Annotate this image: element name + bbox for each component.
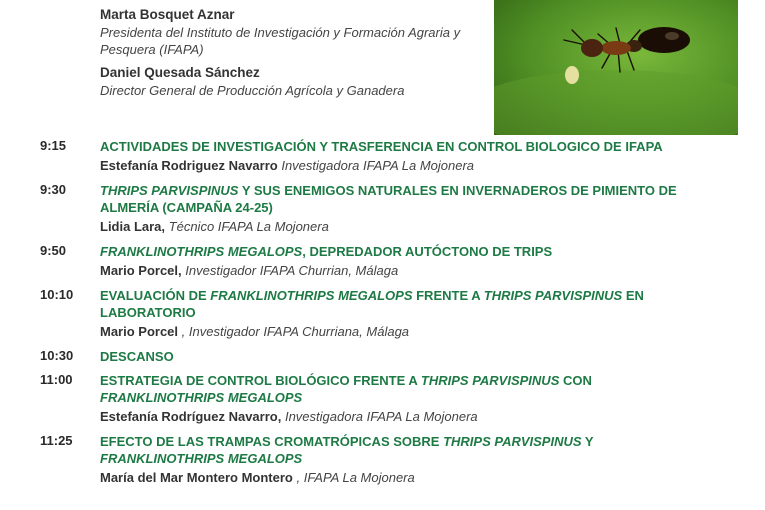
schedule-time: 11:25 [40, 433, 73, 448]
species-name: FRANKLINOTHRIPS MEGALOPS [100, 244, 303, 259]
talk-title [100, 241, 700, 260]
title-text: EVALUACIÓN DE [100, 288, 211, 303]
intro-role: Presidenta del Instituto de Investigación y Formación Agraria y Pesquera (IFAPA) [100, 25, 461, 57]
schedule-item [0, 180, 765, 236]
schedule-item [0, 136, 765, 175]
schedule [0, 136, 765, 492]
schedule-time: 11:00 [40, 372, 73, 387]
speaker-name: Estefanía Rodríguez Navarro, [100, 409, 282, 424]
speaker-affiliation: Investigadora IFAPA La Mojonera [281, 158, 475, 173]
schedule-time: 9:30 [40, 182, 67, 197]
speaker-line [100, 218, 765, 236]
title-text: CON [559, 373, 592, 388]
species-name: FRANKLINOTHRIPS MEGALOPS [100, 390, 303, 405]
speaker-affiliation: , IFAPA La Mojonera [296, 470, 415, 485]
talk-title [100, 285, 700, 321]
speaker-line [100, 469, 765, 487]
speaker-affiliation: , Investigador IFAPA Churriana, Málaga [181, 324, 410, 339]
title-text: FRENTE A [412, 288, 484, 303]
speaker-affiliation: Investigadora IFAPA La Mojonera [284, 409, 478, 424]
schedule-time: 10:30 [40, 348, 74, 363]
speaker-line [100, 408, 765, 426]
speaker-name: Mario Porcel, [100, 263, 182, 278]
title-text: Y SUS ENEMIGOS NATURALES EN INVERNADEROS DE PIMIENTO DE ALMERÍA (CAMPAÑA 24-25) [100, 183, 677, 215]
schedule-item [0, 285, 765, 341]
intro-name: Marta Bosquet Aznar [100, 7, 235, 22]
speaker-name: María del Mar Montero Montero [100, 470, 293, 485]
species-name: THRIPS PARVISPINUS [100, 183, 239, 198]
intro-name: Daniel Quesada Sánchez [100, 65, 260, 80]
ant-photo [494, 0, 738, 135]
title-text: DESCANSO [100, 349, 174, 364]
schedule-time: 9:50 [40, 243, 67, 258]
speaker-affiliation: Técnico IFAPA La Mojonera [168, 219, 329, 234]
schedule-time: 9:15 [40, 138, 67, 153]
intro-role: Director General de Producción Agrícola y Ganadera [100, 83, 405, 98]
speaker-line [100, 157, 765, 175]
speaker-line [100, 323, 765, 341]
talk-title [100, 431, 700, 467]
title-text: ESTRATEGIA DE CONTROL BIOLÓGICO FRENTE A [100, 373, 421, 388]
schedule-item [0, 370, 765, 426]
speaker-affiliation: Investigador IFAPA Churrian, Málaga [185, 263, 399, 278]
schedule-item [0, 346, 765, 365]
title-text: ACTIVIDADES DE INVESTIGACIÓN Y TRASFERENCIA EN CONTROL BIOLOGICO DE IFAPA [100, 139, 663, 154]
talk-title [100, 370, 700, 406]
speaker-name: Mario Porcel [100, 324, 179, 339]
species-name: THRIPS PARVISPINUS [483, 288, 623, 303]
species-name: FRANKLINOTHRIPS MEGALOPS [100, 451, 303, 466]
species-name: THRIPS PARVISPINUS [420, 373, 560, 388]
title-text: EFECTO DE LAS TRAMPAS CROMATRÓPICAS SOBRE [100, 434, 444, 449]
speaker-name: Lidia Lara, [100, 219, 166, 234]
species-name: FRANKLINOTHRIPS MEGALOPS [210, 288, 413, 303]
title-text: , DEPREDADOR AUTÓCTONO DE TRIPS [302, 244, 553, 259]
talk-title [100, 136, 700, 155]
title-text: Y [581, 434, 594, 449]
species-name: THRIPS PARVISPINUS [443, 434, 582, 449]
schedule-item [0, 241, 765, 280]
ant-illustration [494, 0, 738, 135]
talk-title [100, 180, 700, 216]
schedule-time: 10:10 [40, 287, 74, 302]
title-text: EN LABORATORIO [100, 288, 644, 320]
schedule-item [0, 431, 765, 487]
talk-title [100, 346, 700, 365]
speaker-name: Estefanía Rodriguez Navarro [100, 158, 278, 173]
intro-block [100, 6, 490, 105]
speaker-line [100, 262, 765, 280]
